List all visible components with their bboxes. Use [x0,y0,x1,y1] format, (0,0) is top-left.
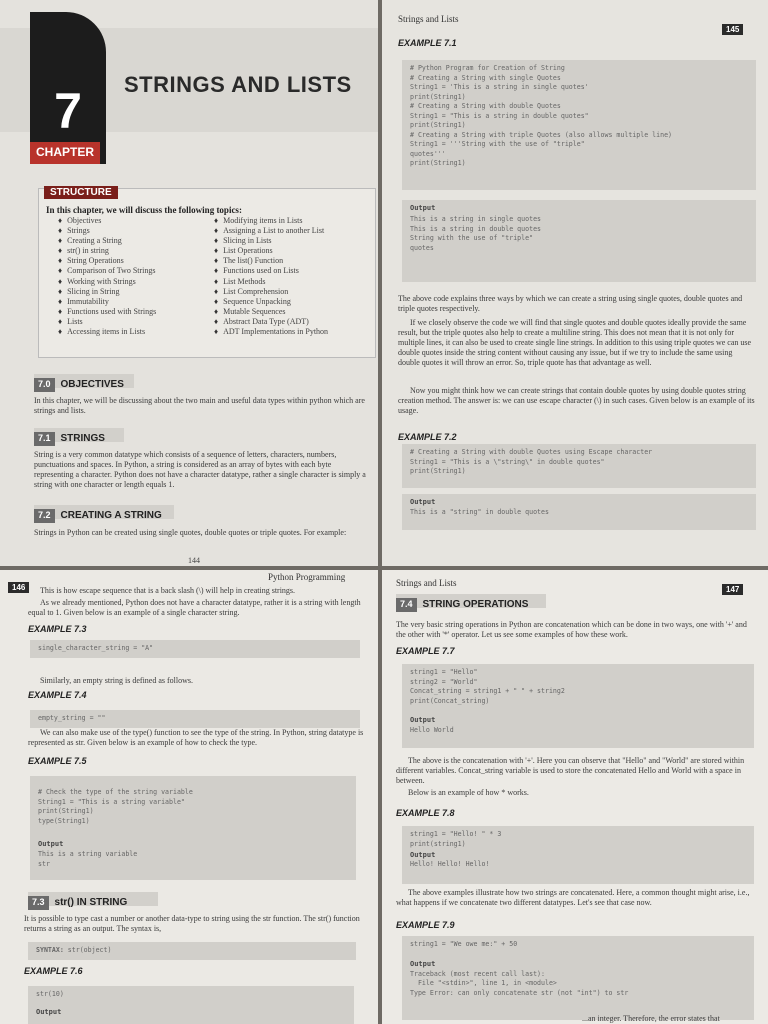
running-head: Strings and Lists [396,578,457,588]
output-listing: Hello! Hello! Hello! [410,860,490,868]
chapter-number: 7 [54,83,82,139]
code-listing: string1 = "We owe me:" + 50 [410,940,518,948]
section-title: CREATING A STRING [60,510,162,521]
topic-item: ♦ Creating a String [58,236,156,246]
example-7-7-label: EXAMPLE 7.7 [396,646,455,656]
page-146 [0,570,378,1024]
section-title: OBJECTIVES [60,379,124,390]
topic-item: ♦ The list() Function [214,256,328,266]
example-7-2-code [402,444,756,488]
example-7-4-code [30,710,360,728]
topic-item: ♦ ADT Implementations in Python [214,327,328,337]
objectives-text: In this chapter, we will be discussing about the two main and useful data types within python which are strings and lists. [34,396,365,415]
topic-item: ♦ Accessing items in Lists [58,327,156,337]
topic-item: ♦ Strings [58,226,156,236]
section-7-0-heading [34,374,134,388]
topic-item: ♦ Comparison of Two Strings [58,266,156,276]
topic-item: ♦ Functions used with Strings [58,307,156,317]
paragraph-2: As we already mentioned, Python does not have a character datatype, rather it is a string with length equal to 1. Given below is an example of a single character string. [28,598,361,617]
code-listing: # Python Program for Creation of String # Creating a String with single Quotes String1 = 'This is a string in single quotes' print(String1) # Creating a String with double Quotes String1 = "This is a string in double quotes" print(String1) # Creating a String with triple Quotes (also allows multiple line) String1 = '''String with the use of "triple" quotes''' print(String1) [410,64,673,167]
paragraph-2: Below is an example of how * works. [408,788,529,797]
strings-text: String is a very common datatype which consists of a sequence of letters, characters, numbers, punctuations and spaces. In Python, a string is considered as an array of bytes with each byte representing a character. Python does not have a character datatype, rather a single character is simply a string with one character or length equals 1. [34,450,366,489]
paragraph-2: If we closely observe the code we will find that single quotes and double quotes ideally provide the same result, but the triple quotes also help to create a multiline string. This does not mean that it is not only for multiple lines, it can also be used to create single line strings. In addition to this using triple quotes we can use double quotes inside the string content without causing any issue, but if we try to include the same using double quotes it will throw an error. So, triple quote has that advantage as well. [398,318,752,367]
page-145 [382,0,768,566]
code-listing: # Creating a String with double Quotes using Escape character String1 = "This is a \"string\" in double quotes" print(String1) [410,448,653,475]
topic-item: ♦ Modifying items in Lists [214,216,328,226]
code-listing: # Check the type of the string variable String1 = "This is a string variable" print(String1) type(String1) [38,788,193,825]
page-number: 144 [188,556,200,565]
section-number: 7.1 [34,432,55,446]
example-7-6-code [28,986,354,1024]
section-title: STRING OPERATIONS [422,599,529,610]
topic-item: ♦ Slicing in String [58,287,156,297]
example-7-1-label: EXAMPLE 7.1 [398,38,457,48]
section-number: 7.4 [396,598,417,612]
page-number-tab: 147 [722,584,743,595]
chapter-title: STRINGS AND LISTS [124,72,352,97]
syntax-line [36,946,348,956]
output-listing: This is a "string" in double quotes [410,508,549,516]
output-listing: Traceback (most recent call last): File "<stdin>", line 1, in <module> Type Error: can only concatenate str (not "int") to str [410,969,629,997]
example-7-3-code [30,640,360,658]
running-head: Python Programming [268,572,346,582]
section-7-2-heading [34,505,174,519]
topic-item: ♦ Sequence Unpacking [214,297,328,307]
example-7-1-code [402,60,756,190]
paragraph-4: We can also make use of the type() function to see the type of the string. In Python, string datatype is represented as str. Given below is an example of how to check the type. [28,728,364,747]
example-7-5-label: EXAMPLE 7.5 [28,756,87,766]
running-head: Strings and Lists [398,14,459,24]
topic-item: ♦ Objectives [58,216,156,226]
example-7-1-output [402,200,756,282]
output-label: Output [36,1007,62,1016]
topic-item: ♦ List Comprehension [214,287,328,297]
page-number-tab: 145 [722,24,743,35]
section-title: STRINGS [60,433,105,444]
example-7-7-code [402,664,754,748]
topic-item: ♦ Working with Strings [58,277,156,287]
example-7-9-code [402,936,754,1020]
example-7-2-label: EXAMPLE 7.2 [398,432,457,442]
topics-list-right [214,216,328,337]
topic-item: ♦ Assigning a List to another List [214,226,328,236]
topic-item: ♦ Functions used on Lists [214,266,328,276]
topic-item: ♦ String Operations [58,256,156,266]
section-7-3-heading [28,892,158,906]
structure-intro: In this chapter, we will discuss the following topics: [46,205,242,215]
topic-item: ♦ Mutable Sequences [214,307,328,317]
page-147 [382,570,768,1024]
topic-item: ♦ List Methods [214,277,328,287]
syntax-code: str(object) [67,946,112,954]
syntax-label: SYNTAX: [36,946,64,954]
topic-item: ♦ Lists [58,317,156,327]
code-listing: single_character_string = "A" [38,644,154,652]
paragraph-3: The above examples illustrate how two strings are concatenated. Here, a common thought might arise, i.e., what happens if we concatenate two different datatypes. Let's see that case now. [396,888,750,907]
topic-item: ♦ Abstract Data Type (ADT) [214,317,328,327]
paragraph-3: Now you might think how we can create strings that contain double quotes by using double quotes string creation method. The answer is: we can use escape character (\) in such cases. Given below is an example of its usage. [398,386,755,415]
string-operations-text: The very basic string operations in Python are concatenation which can be done in two ways, one with '+' and the other with '*' operator. Let us see some examples of how these work. [396,620,747,639]
example-7-6-label: EXAMPLE 7.6 [24,966,83,976]
code-listing: empty_string = "" [38,714,106,722]
code-listing: string1 = "Hello" string2 = "World" Concat_string = string1 + " " + string2 print(Concat_string) [410,668,565,705]
creating-string-text: Strings in Python can be created using single quotes, double quotes or triple quotes. For example: [34,528,347,537]
topic-item: ♦ Slicing in Lists [214,236,328,246]
example-7-8-code [402,826,754,884]
example-7-3-label: EXAMPLE 7.3 [28,624,87,634]
paragraph-1: The above code explains three ways by which we can create a string using single quotes, double quotes and triple quotes respectively. [398,294,743,313]
paragraph-3: Similarly, an empty string is defined as follows. [40,676,194,685]
topics-list-left [58,216,156,337]
topic-item: ♦ str() in string [58,246,156,256]
paragraph-1: This is how escape sequence that is a back slash (\) will help in creating strings. [40,586,296,595]
output-label: Output [410,959,436,968]
output-label: Output [38,840,64,848]
example-7-2-output [402,494,756,530]
code-listing: string1 = "Hello! " * 3 print(string1) [410,830,502,848]
paragraph-1: The above is the concatenation with '+'. Here you can observe that "Hello" and "World" are stored within different variables. Concat_string variable is used to store the concatenated Hello and World with a space in between. [396,756,745,785]
code-listing: str(10) [36,990,64,998]
paragraph-4-fragment: ...an integer. Therefore, the error states that [582,1014,720,1023]
section-number: 7.3 [28,896,49,910]
output-label: Output [410,716,436,724]
section-title: str() IN STRING [54,897,128,908]
output-listing: Hello World [410,726,454,734]
example-7-4-label: EXAMPLE 7.4 [28,690,87,700]
output-listing: This is a string in single quotes This is a string in double quotes String with the use of "triple" quotes [410,215,542,252]
section-number: 7.0 [34,378,55,392]
example-7-5-code [30,776,356,880]
syntax-box [28,942,356,960]
output-label: Output [410,851,436,859]
output-label: Output [410,498,436,506]
section-number: 7.2 [34,509,55,523]
page-number-tab: 146 [8,582,29,593]
str-function-text: It is possible to type cast a number or another data-type to string using the str function. The str() function returns a string as an output. The syntax is, [24,914,360,933]
topic-item: ♦ Immutability [58,297,156,307]
chapter-label: CHAPTER [35,145,94,159]
topic-item: ♦ List Operations [214,246,328,256]
example-7-8-label: EXAMPLE 7.8 [396,808,455,818]
page-144 [0,0,378,566]
output-listing: This is a string variable str [38,850,138,868]
section-7-1-heading [34,428,124,442]
example-7-9-label: EXAMPLE 7.9 [396,920,455,930]
output-label: Output [410,204,436,212]
section-7-4-heading [396,594,546,608]
structure-tag: STRUCTURE [44,186,118,199]
